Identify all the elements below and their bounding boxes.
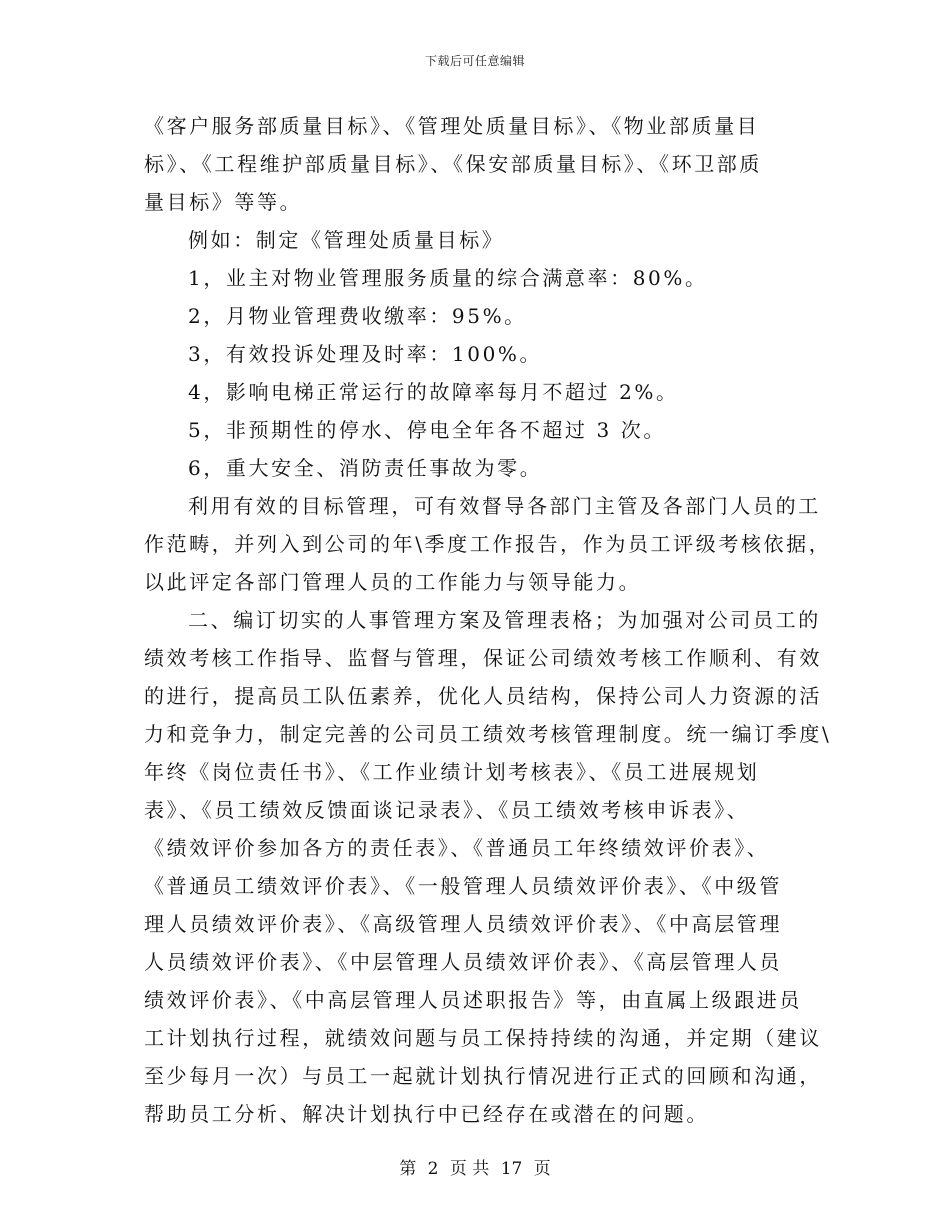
page-number-middle: 页 共 [449, 1159, 490, 1179]
text-line: 力和竞争力，制定完善的公司员工绩效考核管理制度。统一编订季度\ [144, 722, 832, 746]
paragraph-example-heading: 例如：制定《管理处质量目标》 [188, 228, 505, 252]
text-line: 以此评定各部门管理人员的工作能力与领导能力。 [144, 570, 642, 594]
page-header: 下载后可任意编辑 [424, 54, 525, 68]
text-line: 作范畴，并列入到公司的年\季度工作报告，作为员工评级考核依据， [144, 532, 832, 556]
page-number-suffix: 页 [533, 1159, 551, 1179]
text-line: 帮助员工分析、解决计划执行中已经存在或潜在的问题。 [144, 1102, 709, 1126]
page-number-prefix: 第 [399, 1159, 417, 1179]
text-line: 绩效评价表》、《中高层管理人员述职报告》等，由直属上级跟进员 [144, 988, 802, 1012]
list-item: 4，影响电梯正常运行的故障率每月不超过 2%。 [188, 380, 679, 404]
list-item: 1，业主对物业管理服务质量的综合满意率：80%。 [188, 266, 708, 290]
current-page-number: 2 [427, 1159, 439, 1179]
text-line: 人员绩效评价表》、《中层管理人员绩效评价表》、《高层管理人员 [144, 950, 782, 974]
text-line: 绩效考核工作指导、监督与管理，保证公司绩效考核工作顺利、有效 [144, 646, 822, 670]
text-line: 标》、《工程维护部质量目标》、《保安部质量目标》、《环卫部质 [144, 152, 762, 176]
text-line: 工计划执行过程，就绩效问题与员工保持持续的沟通，并定期（建议 [144, 1026, 822, 1050]
text-line: 《客户服务部质量目标》、《管理处质量目标》、《物业部质量目 [144, 114, 760, 138]
text-line: 表》、《员工绩效反馈面谈记录表》、《员工绩效考核申诉表》、 [144, 798, 750, 822]
total-pages-number: 17 [500, 1159, 523, 1179]
list-item: 3，有效投诉处理及时率：100%。 [188, 342, 543, 366]
document-body [144, 107, 832, 1133]
text-line: 量目标》等等。 [144, 190, 303, 214]
text-line: 的进行，提高员工队伍素养，优化人员结构，保持公司人力资源的活 [144, 684, 822, 708]
text-line: 至少每月一次）与员工一起就计划执行情况进行正式的回顾和沟通， [144, 1064, 822, 1088]
list-item: 6，重大安全、消防责任事故为零。 [188, 456, 543, 480]
page-footer [0, 1154, 950, 1179]
text-line: 《普通员工绩效评价表》、《一般管理人员绩效评价表》、《中级管 [144, 874, 782, 898]
text-line: 《绩效评价参加各方的责任表》、《普通员工年终绩效评价表》、 [144, 836, 770, 860]
text-line: 理人员绩效评价表》、《高级管理人员绩效评价表》、《中高层管理 [144, 912, 782, 936]
list-item: 2，月物业管理费收缴率：95%。 [188, 304, 527, 328]
text-line: 年终《岗位责任书》、《工作业绩计划考核表》、《员工进展规划 [144, 760, 760, 784]
paragraph-start: 二、编订切实的人事管理方案及管理表格；为加强对公司员工的 [188, 608, 821, 632]
paragraph-start: 利用有效的目标管理，可有效督导各部门主管及各部门人员的工 [188, 494, 821, 518]
list-item: 5，非预期性的停水、停电全年各不超过 3 次。 [188, 418, 666, 442]
